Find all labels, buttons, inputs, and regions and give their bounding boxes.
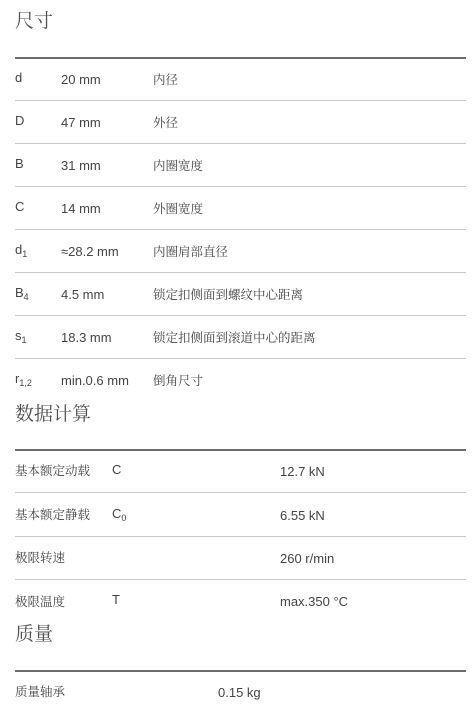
dim-value: 18.3 mm xyxy=(61,330,112,345)
mass-divider xyxy=(15,670,466,672)
row-divider xyxy=(15,229,466,230)
calc-label: 极限温度 xyxy=(15,594,66,609)
dim-value: 20 mm xyxy=(61,72,101,87)
row-divider xyxy=(15,579,466,580)
dim-description: 外径 xyxy=(153,115,179,130)
row-divider xyxy=(15,492,466,493)
dim-value: min.0.6 mm xyxy=(61,373,129,388)
dim-description: 锁定扣侧面到螺纹中心距离 xyxy=(153,287,304,302)
dim-value: 4.5 mm xyxy=(61,287,105,302)
dim-symbol: $s_1$ xyxy=(15,328,27,345)
calc-value: 6.55 kN xyxy=(280,508,325,523)
calc-symbol: $C_0$ xyxy=(112,506,127,523)
row-divider xyxy=(15,358,466,359)
calc-symbol: T xyxy=(112,592,120,607)
dimensions-divider xyxy=(15,57,466,59)
dim-description: 内圈宽度 xyxy=(153,158,204,173)
dim-description: 锁定扣侧面到滚道中心的距离 xyxy=(153,330,316,345)
dim-symbol: d xyxy=(15,70,23,85)
dim-symbol: B xyxy=(15,156,24,171)
calc-symbol: C xyxy=(112,462,122,477)
row-divider xyxy=(15,536,466,537)
mass-title: 质量 xyxy=(15,623,54,645)
row-divider xyxy=(15,143,466,144)
calc-label: 基本额定静载 xyxy=(15,507,91,522)
mass-value: 0.15 kg xyxy=(218,685,261,700)
calc-label: 基本额定动载 xyxy=(15,463,91,478)
row-divider xyxy=(15,272,466,273)
dim-value: 47 mm xyxy=(61,115,101,130)
dim-value: 31 mm xyxy=(61,158,101,173)
row-divider xyxy=(15,186,466,187)
dim-symbol: $r_{1,2}$ xyxy=(15,371,32,388)
dim-value: ≈28.2 mm xyxy=(61,244,119,259)
row-divider xyxy=(15,315,466,316)
calc-value: max.350 °C xyxy=(280,594,349,609)
dim-description: 内圈肩部直径 xyxy=(153,244,229,259)
mass-label: 质量轴承 xyxy=(15,684,66,699)
calculation-title: 数据计算 xyxy=(15,403,92,425)
calculation-divider xyxy=(15,449,466,451)
dim-symbol: D xyxy=(15,113,25,128)
dim-symbol: $B_4$ xyxy=(15,285,29,302)
dim-description: 倒角尺寸 xyxy=(153,373,204,388)
row-divider xyxy=(15,100,466,101)
dim-description: 外圈宽度 xyxy=(153,201,204,216)
dim-symbol: $d_1$ xyxy=(15,242,28,259)
dim-symbol: C xyxy=(15,199,25,214)
calc-value: 260 r/min xyxy=(280,551,335,566)
dimensions-title: 尺寸 xyxy=(15,10,54,32)
calc-value: 12.7 kN xyxy=(280,464,325,479)
dim-value: 14 mm xyxy=(61,201,101,216)
calc-label: 极限转速 xyxy=(15,550,66,565)
dim-description: 内径 xyxy=(153,72,179,87)
